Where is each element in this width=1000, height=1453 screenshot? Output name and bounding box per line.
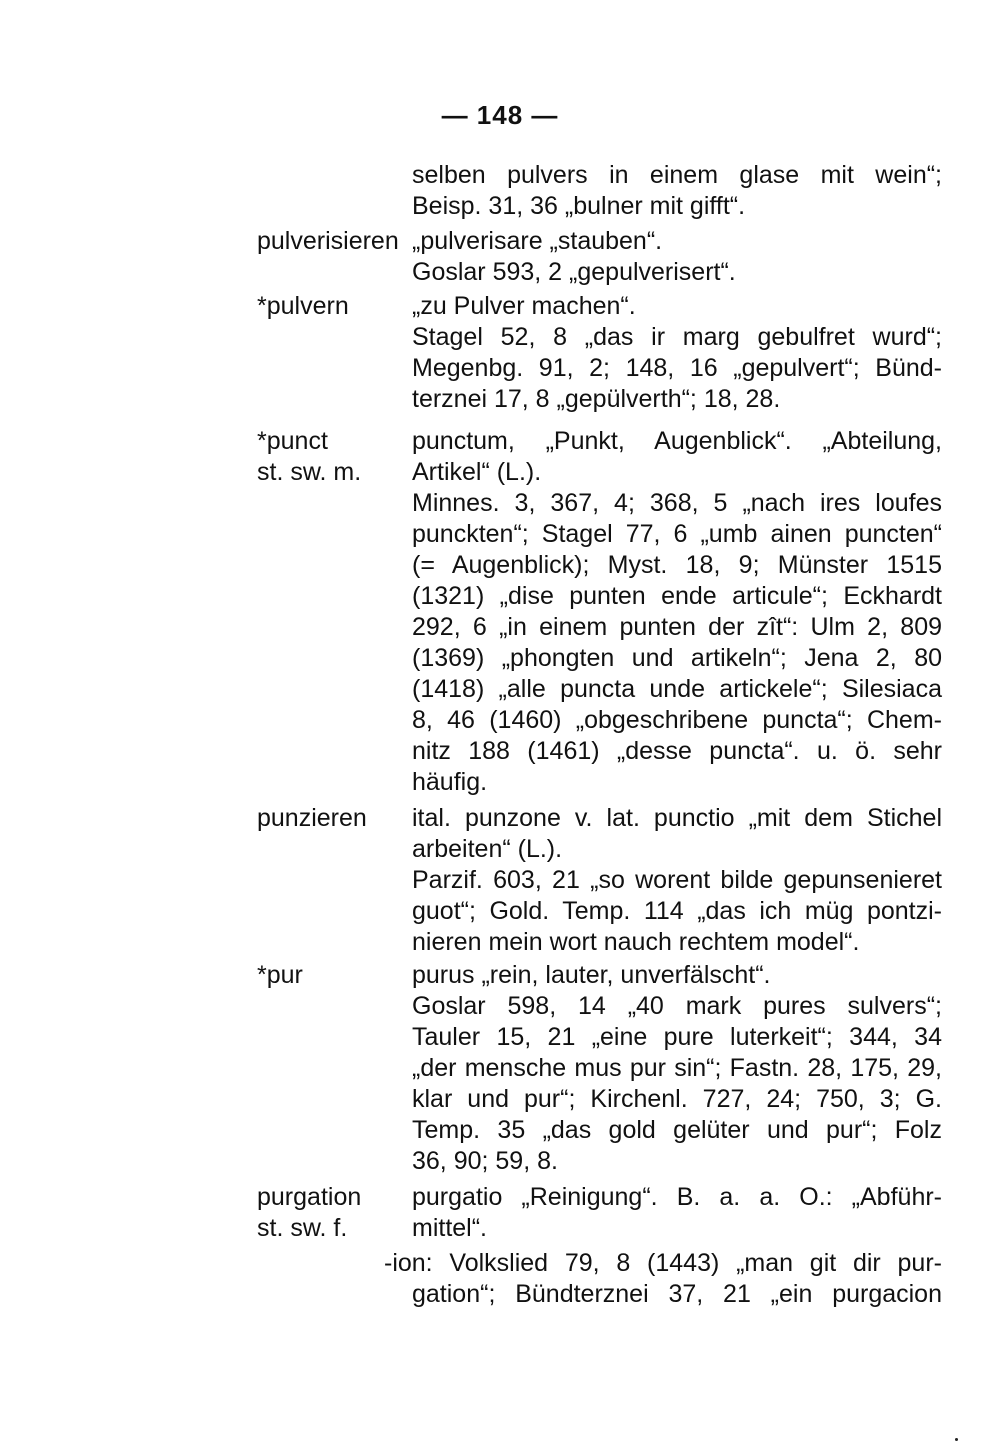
headword	[257, 960, 407, 991]
entry-line: 292, 6 „in einem punten der zît“: Ulm 2, 809	[412, 613, 942, 641]
entry-line: purgatio „Reinigung“. B. a. a. O.: „Abführ-	[412, 1183, 942, 1211]
headword-grammar: st. sw. f.	[257, 1214, 348, 1242]
entry-line: purus „rein, lauter, unverfälscht“.	[412, 961, 771, 989]
entry-line: punckten“; Stagel 77, 6 „umb ainen puncten“	[412, 520, 942, 548]
entry-line: 8, 46 (1460) „obgeschribene puncta“; Chem-	[412, 706, 942, 734]
entry-line: nieren mein wort nauch rechtem model“.	[412, 928, 860, 956]
headword-line: purgation	[257, 1183, 362, 1211]
entry-line: (1369) „phongten und artikeln“; Jena 2, 80	[412, 644, 942, 672]
entry-line: „zu Pulver machen“.	[412, 292, 636, 320]
headword-grammar: st. sw. m.	[257, 458, 362, 486]
entry-line: Minnes. 3, 367, 4; 368, 5 „nach ires loufes	[412, 489, 942, 517]
entry-line: Goslar 593, 2 „gepulverisert“.	[412, 258, 736, 286]
entry-body	[412, 426, 942, 798]
headword	[257, 803, 407, 834]
entry-body	[384, 1248, 942, 1310]
entry-line: guot“; Gold. Temp. 114 „das ich müg pontzi-	[412, 897, 942, 925]
entry-line: „pulverisare „stauben“.	[412, 227, 663, 255]
entry-line: mittel“.	[412, 1214, 487, 1242]
headword-line: pulverisieren	[257, 227, 399, 255]
entry-line: terznei 17, 8 „gepülverth“; 18, 28.	[412, 385, 781, 413]
entry-line: Tauler 15, 21 „eine pure luterkeit“; 344, 34	[412, 1023, 942, 1051]
headword	[257, 291, 407, 322]
headword-line: *punct	[257, 427, 328, 455]
entry-line: (= Augenblick); Myst. 18, 9; Münster 1515	[412, 551, 942, 579]
entry-line: Artikel“ (L.).	[412, 458, 542, 486]
entry-line: ital. punzone v. lat. punctio „mit dem Stichel	[412, 804, 942, 832]
page-number: — 148 —	[441, 100, 559, 130]
entry-line: arbeiten“ (L.).	[412, 835, 563, 863]
entry-line: nitz 188 (1461) „desse puncta“. u. ö. sehr	[412, 737, 942, 765]
entry-body	[412, 226, 942, 288]
entry-line: klar und pur“; Kirchenl. 727, 24; 750, 3; G.	[412, 1085, 942, 1113]
headword-line: *pulvern	[257, 292, 349, 320]
headword	[257, 426, 407, 488]
entry-line: Goslar 598, 14 „40 mark pures sulvers“;	[412, 992, 942, 1020]
entry-line: Temp. 35 „das gold gelüter und pur“; Folz	[412, 1116, 942, 1144]
headword	[257, 226, 407, 257]
entry-line: (1418) „alle puncta unde artickele“; Silesiaca	[412, 675, 942, 703]
entry-line: gation“; Bündterznei 37, 21 „ein purgacion	[412, 1280, 942, 1308]
entry-line: häufig.	[412, 768, 488, 796]
entry-line: Beisp. 31, 36 „bulner mit gifft“.	[412, 192, 746, 220]
entry-line: (1321) „dise punten ende articule“; Eckhardt	[412, 582, 942, 610]
scan-speck	[955, 1438, 958, 1441]
entry-line: Megenbg. 91, 2; 148, 16 „gepulvert“; Bünd-	[412, 354, 942, 382]
entry-line: 36, 90; 59, 8.	[412, 1147, 558, 1175]
entry-line: selben pulvers in einem glase mit wein“;	[412, 161, 942, 189]
entry-body	[412, 291, 942, 415]
entry-body	[412, 960, 942, 1177]
entry-line: punctum, „Punkt, Augenblick“. „Abteilung,	[412, 427, 942, 455]
entry-line: „der mensche mus pur sin“; Fastn. 28, 175, 29,	[412, 1054, 942, 1082]
entry-body	[412, 803, 942, 958]
entry-body	[412, 1182, 942, 1244]
entry-line: Parzif. 603, 21 „so worent bilde gepunsenieret	[412, 866, 942, 894]
headword-line: *pur	[257, 961, 303, 989]
headword-line: punzieren	[257, 804, 367, 832]
entry-body	[412, 160, 942, 222]
headword	[257, 1182, 407, 1244]
entry-line: -ion: Volkslied 79, 8 (1443) „man git dir pur-	[384, 1249, 942, 1277]
entry-line: Stagel 52, 8 „das ir marg gebulfret wurd“;	[412, 323, 942, 351]
